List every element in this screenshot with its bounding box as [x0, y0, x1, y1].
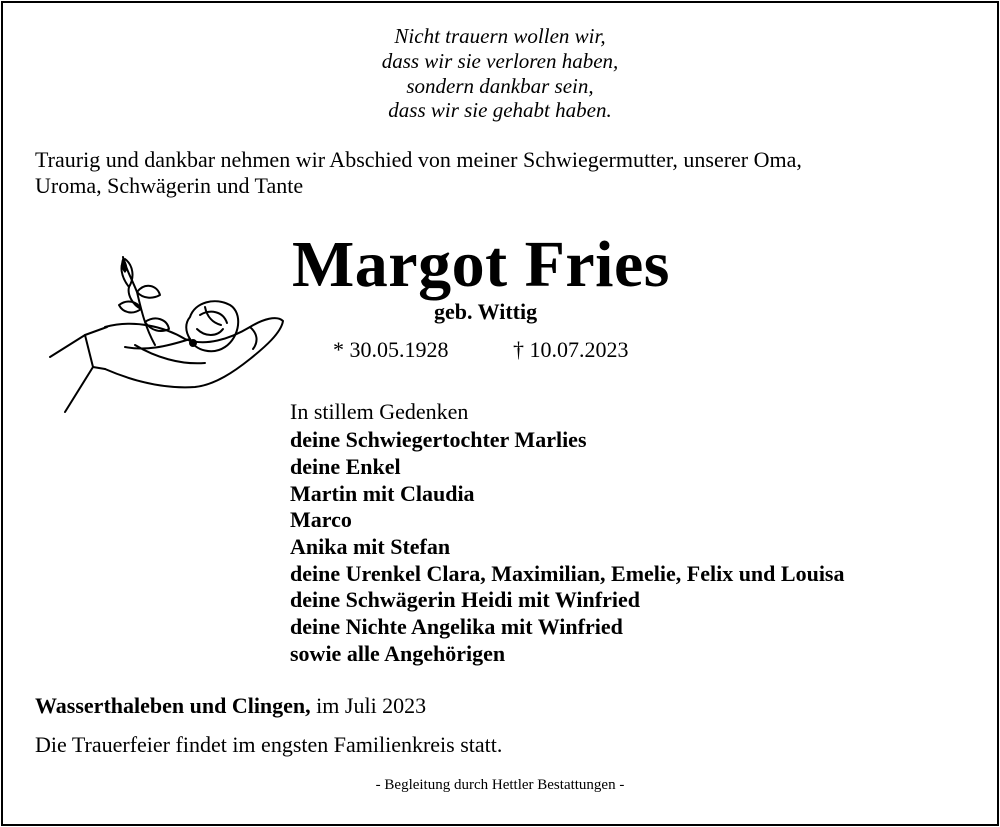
mourner-line: deine Enkel	[290, 454, 401, 479]
place-and-date	[35, 693, 426, 719]
poem-line-4: dass wir sie gehabt haben.	[388, 98, 612, 122]
place-location: Wasserthaleben und Clingen,	[35, 693, 311, 718]
birth-name: geb. Wittig	[434, 299, 538, 324]
mourner-line: sowie alle Angehörigen	[290, 641, 506, 666]
birth-date: * 30.05.1928	[333, 337, 449, 362]
mourner-line: Anika mit Stefan	[290, 534, 451, 559]
intro-line-1: Traurig und dankbar nehmen wir Abschied von meiner Schwiegermutter, unserer Oma,	[35, 147, 802, 172]
poem-line-2: dass wir sie verloren haben,	[381, 49, 619, 73]
ceremony-note: Die Trauerfeier findet im engsten Familienkreis statt.	[35, 732, 503, 757]
mourner-line: Martin mit Claudia	[290, 481, 475, 506]
death-date: † 10.07.2023	[513, 337, 629, 362]
mourner-line: deine Schwiegertochter Marlies	[290, 427, 587, 452]
poem-line-1: Nicht trauern wollen wir,	[394, 24, 606, 48]
intro-line-2: Uroma, Schwägerin und Tante	[35, 173, 304, 198]
place-date: im Juli 2023	[310, 693, 427, 718]
mourner-line: deine Nichte Angelika mit Winfried	[290, 614, 623, 639]
funeral-home-credit: - Begleitung durch Hettler Bestattungen -	[375, 777, 625, 793]
memorial-heading: In stillem Gedenken	[290, 399, 469, 424]
mourner-line: deine Schwägerin Heidi mit Winfried	[290, 587, 640, 612]
hand-holding-rose-icon	[45, 247, 290, 417]
deceased-name: Margot Fries	[292, 228, 670, 301]
poem-line-3: sondern dankbar sein,	[406, 74, 594, 98]
mourner-line: deine Urenkel Clara, Maximilian, Emelie, Felix und Louisa	[290, 561, 845, 586]
mourner-line: Marco	[290, 507, 352, 532]
